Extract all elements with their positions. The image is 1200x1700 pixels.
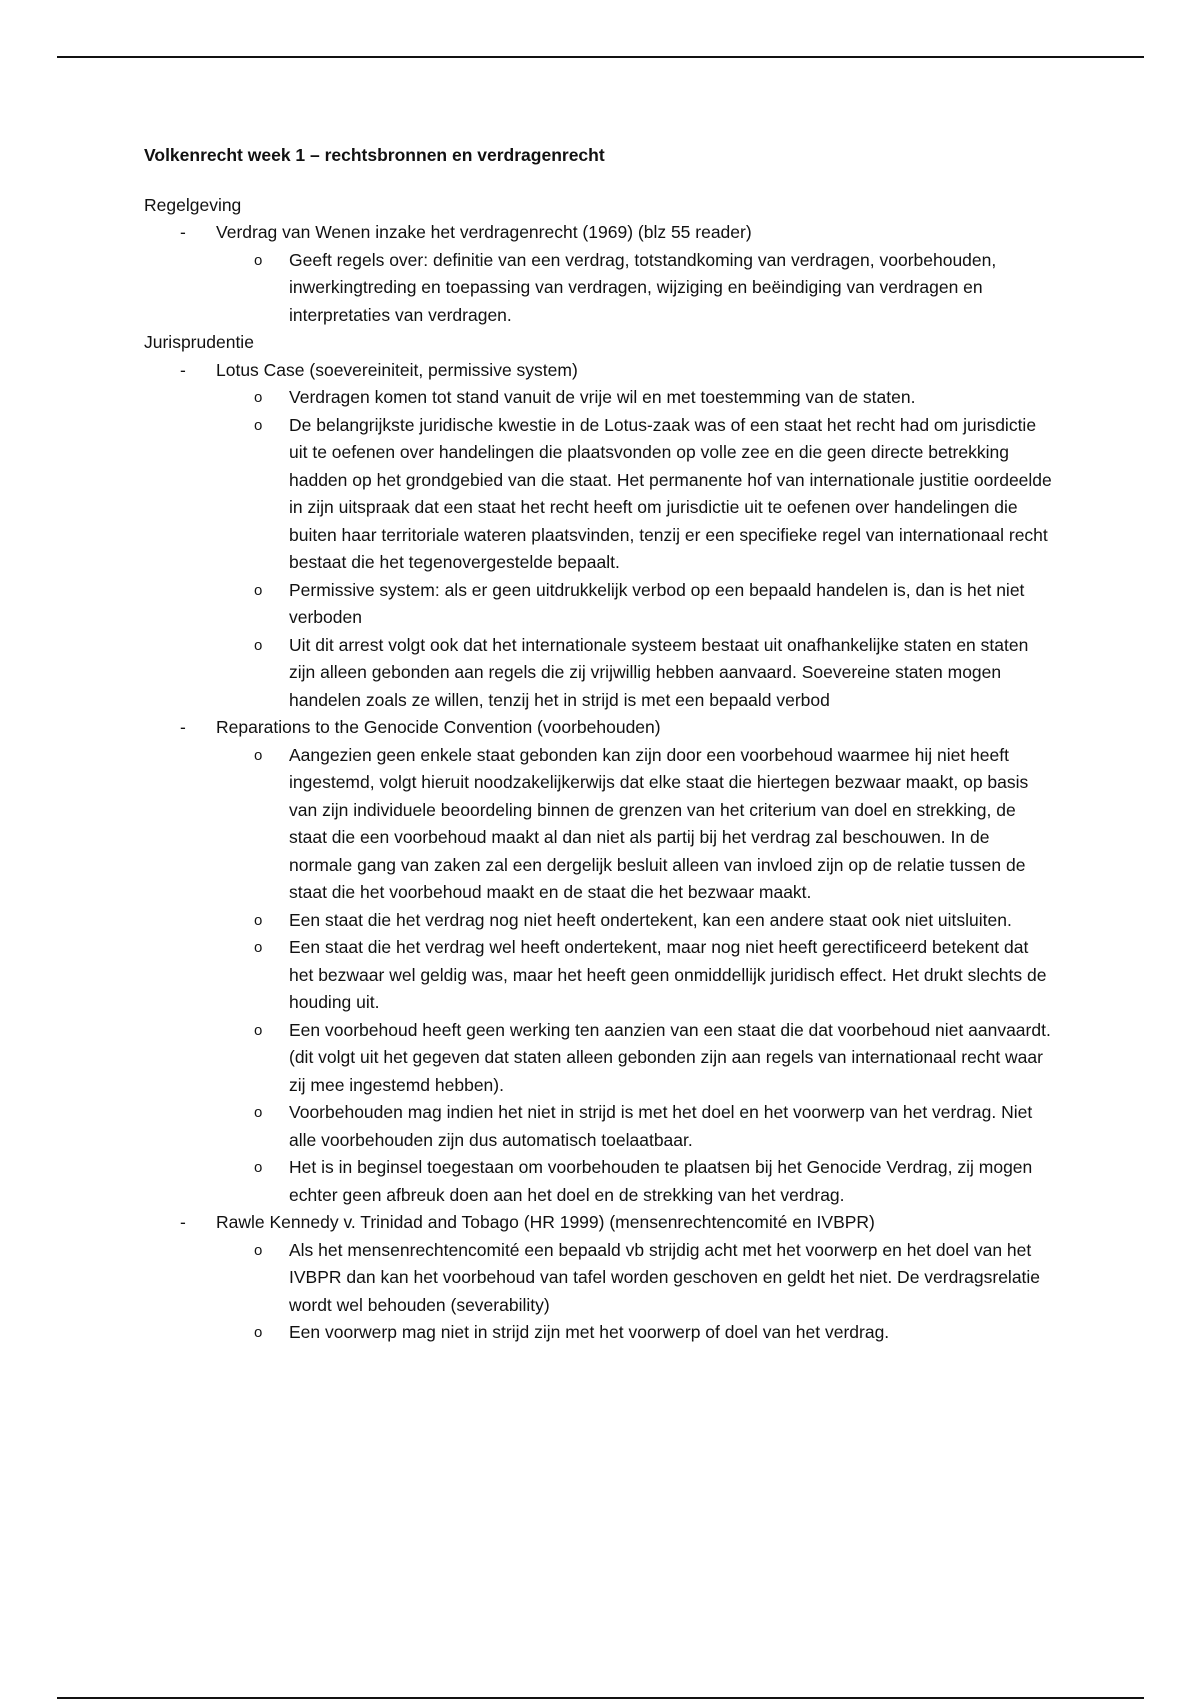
sub-list	[144, 247, 1056, 330]
dash-bullet-icon: -	[180, 1212, 186, 1232]
sub-list-item	[144, 907, 1056, 935]
sub-list-item	[144, 1017, 1056, 1100]
document-body	[144, 142, 1056, 1347]
sub-list-item	[144, 1237, 1056, 1320]
sub-list	[144, 1237, 1056, 1347]
sub-item-text: Geeft regels over: definitie van een verdrag, totstandkoming van verdragen, voorbehouden, inwerkingtreding en toepassing van verdragen, wijziging en beëindiging van verdragen en interpretaties van verdragen.	[289, 249, 997, 325]
circle-bullet-icon: o	[254, 636, 263, 654]
circle-bullet-icon: o	[254, 1159, 263, 1176]
sub-item-text: Het is in beginsel toegestaan om voorbehouden te plaatsen bij het Genocide Verdrag, zij mogen echter geen afbreuk doen aan het doel en de strekking van het verdrag.	[289, 1157, 1033, 1205]
sub-item-text: Een voorbehoud heeft geen werking ten aanzien van een staat die dat voorbehoud niet aanvaardt. (dit volgt uit het gegeven dat staten alleen gebonden zijn aan regels van internationaal recht waar zij mee ingestemd hebben).	[289, 1019, 1051, 1095]
section-heading: Jurisprudentie	[144, 332, 254, 352]
sub-item-text: Voorbehouden mag indien het niet in strijd is met het doel en het voorwerp van het verdrag. Niet alle voorbehouden zijn dus automatisch toelaatbaar.	[289, 1102, 1033, 1150]
sub-item-text: Een staat die het verdrag wel heeft ondertekent, maar nog niet heeft gerectificeerd betekent dat het bezwaar wel geldig was, maar het heeft geen onmiddellijk juridisch effect. Het drukt slechts de houding uit.	[289, 937, 1047, 1012]
sub-list-item	[144, 577, 1056, 632]
document-title: Volkenrecht week 1 – rechtsbronnen en verdragenrecht	[144, 145, 605, 165]
sub-item-text: Als het mensenrechtencomité een bepaald vb strijdig acht met het voorwerp en het doel van het IVBPR dan kan het voorbehoud van tafel worden geschoven en geldt het niet. De verdragsrelatie wordt wel behouden (severability)	[289, 1239, 1041, 1315]
section-regelgeving	[144, 192, 1056, 330]
section-heading: Regelgeving	[144, 194, 242, 215]
sub-list-item	[144, 1154, 1056, 1209]
sub-list-item	[144, 934, 1056, 1017]
list-item	[144, 714, 1056, 1209]
list-item	[144, 219, 1056, 329]
circle-bullet-icon: o	[254, 1324, 263, 1341]
list-item	[144, 357, 1056, 715]
sub-item-text: De belangrijkste juridische kwestie in de Lotus-zaak was of een staat het recht had om jurisdictie uit te oefenen over handelingen die plaatsvonden op volle zee en die geen directe betrekking hadden op het grondgebied van die staat. Het permanente hof van internationale justitie oordeelde in zijn uitspraak dat een staat het recht heeft om jurisdictie uit te oefenen over handelingen die buiten haar territoriale wateren plaatsvinden, tenzij er een specifieke regel van internationaal recht bestaat die het tegenovergestelde bepaalt.	[289, 414, 1052, 572]
list-item	[144, 1209, 1056, 1347]
sub-list-item	[144, 412, 1056, 577]
item-text: Verdrag van Wenen inzake het verdragenrecht (1969) (blz 55 reader)	[216, 222, 752, 242]
item-text: Lotus Case (soevereiniteit, permissive system)	[216, 359, 578, 380]
sub-list-item	[144, 1319, 1056, 1347]
dash-bullet-icon: -	[180, 359, 186, 380]
dash-bullet-icon: -	[180, 222, 186, 242]
dash-bullet-icon: -	[180, 717, 186, 737]
sub-list-item	[144, 247, 1056, 330]
circle-bullet-icon: o	[254, 251, 263, 269]
circle-bullet-icon: o	[254, 911, 263, 929]
sub-item-text: Permissive system: als er geen uitdrukkelijk verbod op een bepaald handelen is, dan is het niet verboden	[289, 579, 1025, 627]
item-text: Rawle Kennedy v. Trinidad and Tobago (HR 1999) (mensenrechtencomité en IVBPR)	[216, 1212, 875, 1232]
circle-bullet-icon: o	[254, 389, 263, 406]
circle-bullet-icon: o	[254, 416, 263, 434]
sub-list	[144, 742, 1056, 1210]
header-rule	[57, 56, 1144, 58]
circle-bullet-icon: o	[254, 939, 263, 956]
circle-bullet-icon: o	[254, 746, 263, 764]
bullet-list	[144, 219, 1056, 329]
sub-list-item	[144, 384, 1056, 412]
sub-item-text: Verdragen komen tot stand vanuit de vrije wil en met toestemming van de staten.	[289, 387, 916, 407]
item-text: Reparations to the Genocide Convention (voorbehouden)	[216, 717, 661, 737]
section-jurisprudentie	[144, 329, 1056, 1347]
circle-bullet-icon: o	[254, 1021, 263, 1039]
bullet-list	[144, 357, 1056, 1347]
sub-list-item	[144, 742, 1056, 907]
circle-bullet-icon: o	[254, 581, 263, 599]
sub-list	[144, 384, 1056, 714]
sub-item-text: Een voorwerp mag niet in strijd zijn met het voorwerp of doel van het verdrag.	[289, 1322, 890, 1342]
sub-item-text: Aangezien geen enkele staat gebonden kan zijn door een voorbehoud waarmee hij niet heeft ingestemd, volgt hieruit noodzakelijkerwijs dat elke staat die hiertegen bezwaar maakt, op basis van zijn individuele beoordeling binnen de grenzen van het criterium van doel en strekking, de staat die een voorbehoud maakt al dan niet als partij bij het verdrag zal beschouwen. In de normale gang van zaken zal een dergelijk besluit alleen van invloed zijn op de relatie tussen de staat die het voorbehoud maakt en de staat die het bezwaar maakt.	[289, 744, 1029, 902]
sub-list-item	[144, 632, 1056, 715]
circle-bullet-icon: o	[254, 1241, 263, 1259]
sub-list-item	[144, 1099, 1056, 1154]
footer-rule	[57, 1697, 1144, 1699]
sub-item-text: Een staat die het verdrag nog niet heeft ondertekent, kan een andere staat ook niet uitsluiten.	[289, 909, 1012, 930]
sub-item-text: Uit dit arrest volgt ook dat het internationale systeem bestaat uit onafhankelijke staten en staten zijn alleen gebonden aan regels die zij vrijwillig hebben aanvaard. Soevereine staten mogen handelen zoals ze willen, tenzij het in strijd is met een bepaald verbod	[289, 634, 1029, 710]
circle-bullet-icon: o	[254, 1104, 263, 1121]
